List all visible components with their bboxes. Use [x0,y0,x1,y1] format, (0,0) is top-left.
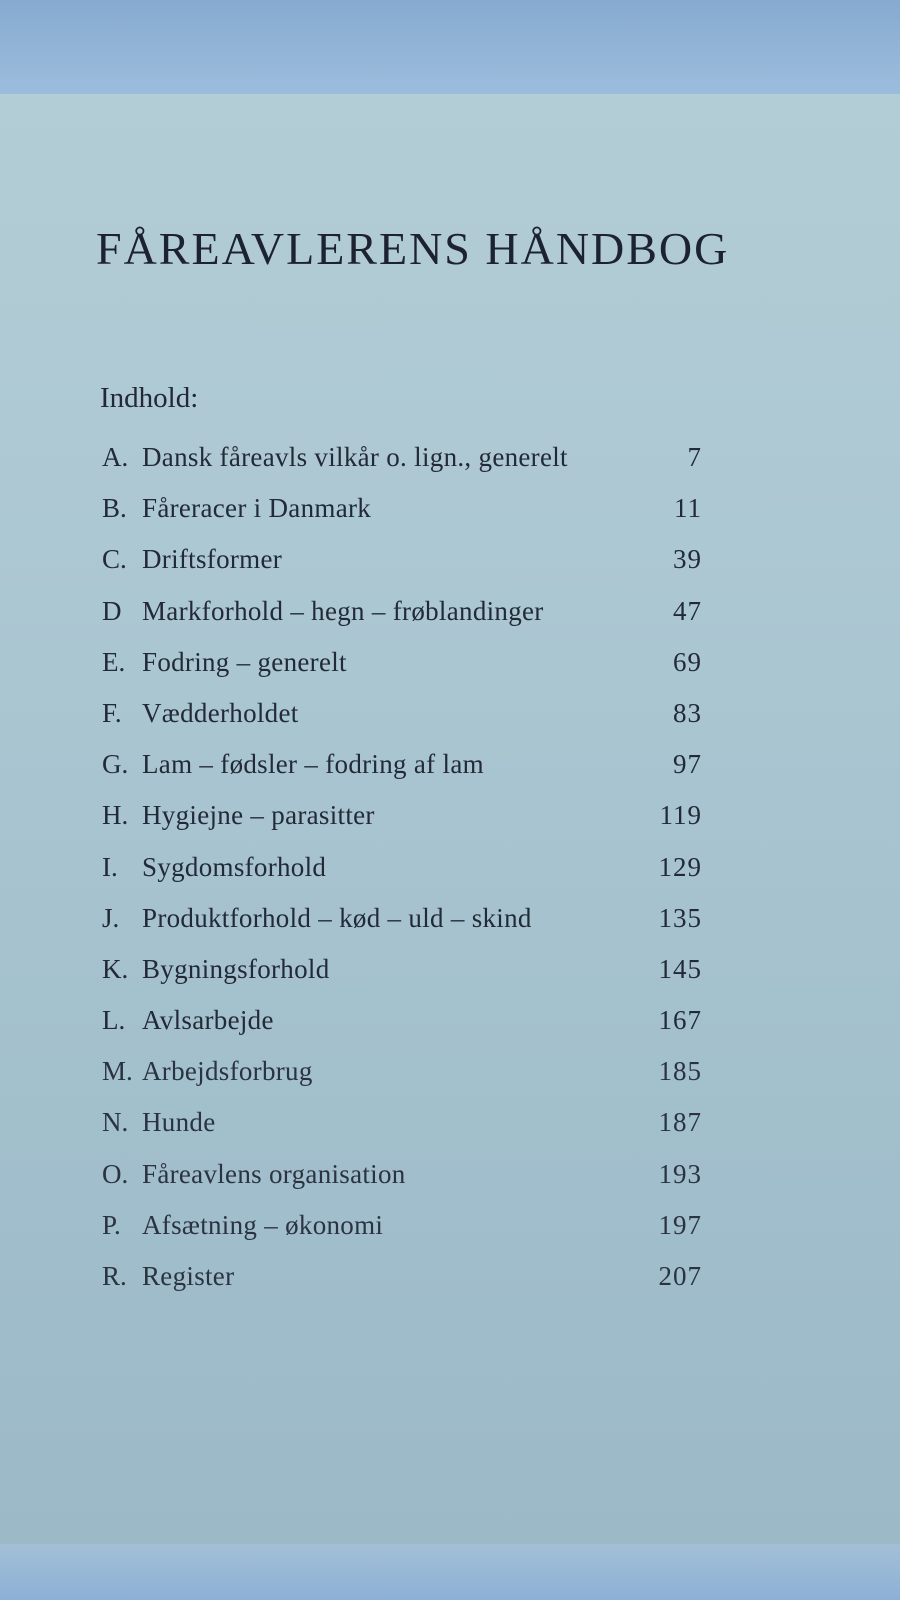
toc-title: Fåreavlens organisation [142,1158,406,1189]
toc-title: Avlsarbejde [142,1005,274,1036]
toc-page-number: 39 [673,544,702,575]
toc-page-number: 83 [673,697,702,728]
toc-title: Bygningsforhold [142,953,330,984]
table-of-contents [102,442,702,1312]
backdrop-top [0,0,900,94]
toc-letter: N. [102,1107,129,1138]
toc-entry-l [102,1005,702,1056]
toc-letter: P. [102,1209,121,1240]
toc-letter: R. [102,1261,127,1291]
toc-letter: K. [102,953,129,984]
toc-page-number: 7 [687,442,702,472]
toc-entry-n [102,1107,702,1158]
toc-entry-i [102,852,702,903]
toc-entry-d [102,596,702,647]
toc-letter: G. [102,749,129,780]
toc-page-number: 197 [658,1209,702,1240]
toc-page-number: 119 [659,800,702,831]
toc-title: Produktforhold – kød – uld – skind [142,902,532,933]
toc-entry-a [102,442,702,493]
toc-page-number: 47 [673,595,702,626]
toc-page-number: 135 [658,902,702,933]
toc-title: Hygiejne – parasitter [142,800,375,831]
toc-page-number: 69 [673,646,702,677]
toc-page-number: 129 [658,851,702,882]
toc-letter: F. [102,697,122,728]
toc-title: Register [142,1261,235,1291]
toc-letter: O. [102,1158,129,1189]
toc-entry-h [102,800,702,851]
toc-page-number: 185 [658,1056,702,1087]
toc-page-number: 207 [658,1261,702,1291]
toc-entry-f [102,698,702,749]
toc-entry-e [102,647,702,698]
toc-letter: L. [102,1005,126,1036]
toc-letter: A. [102,442,129,472]
toc-title: Fodring – generelt [142,646,347,677]
toc-title: Markforhold – hegn – frøblandinger [142,595,544,626]
toc-entry-b [102,493,702,544]
toc-page-number: 145 [658,953,702,984]
toc-letter: H. [102,800,129,831]
toc-entry-m [102,1056,702,1107]
toc-title: Vædderholdet [142,697,299,728]
contents-heading: Indhold: [100,382,199,414]
toc-entry-r [102,1261,702,1312]
toc-title: Lam – fødsler – fodring af lam [142,749,484,780]
toc-entry-c [102,544,702,595]
toc-entry-g [102,749,702,800]
toc-letter: M. [102,1056,133,1087]
toc-letter: B. [102,493,127,524]
toc-page-number: 167 [658,1005,702,1036]
book-title: FÅREAVLERENS HÅNDBOG [96,223,730,274]
toc-title: Hunde [142,1107,216,1138]
toc-letter: I. [102,851,118,882]
toc-title: Arbejdsforbrug [142,1056,313,1087]
toc-letter: E. [102,646,126,677]
toc-page-number: 193 [658,1158,702,1189]
toc-title: Fåreracer i Danmark [142,493,372,524]
toc-title: Sygdomsforhold [142,851,327,882]
toc-title: Afsætning – økonomi [142,1209,384,1240]
toc-entry-k [102,954,702,1005]
toc-letter: J. [102,902,120,933]
toc-page-number: 97 [673,749,702,780]
toc-entry-o [102,1159,702,1210]
backdrop-bottom [0,1544,900,1600]
toc-letter: D [102,595,122,626]
toc-title: Driftsformer [142,544,283,575]
toc-entry-j [102,903,702,954]
toc-title: Dansk fåreavls vilkår o. lign., generelt [142,442,568,472]
toc-page-number: 187 [658,1107,702,1138]
toc-letter: C. [102,544,127,575]
toc-entry-p [102,1210,702,1261]
toc-page-number: 11 [674,493,702,524]
